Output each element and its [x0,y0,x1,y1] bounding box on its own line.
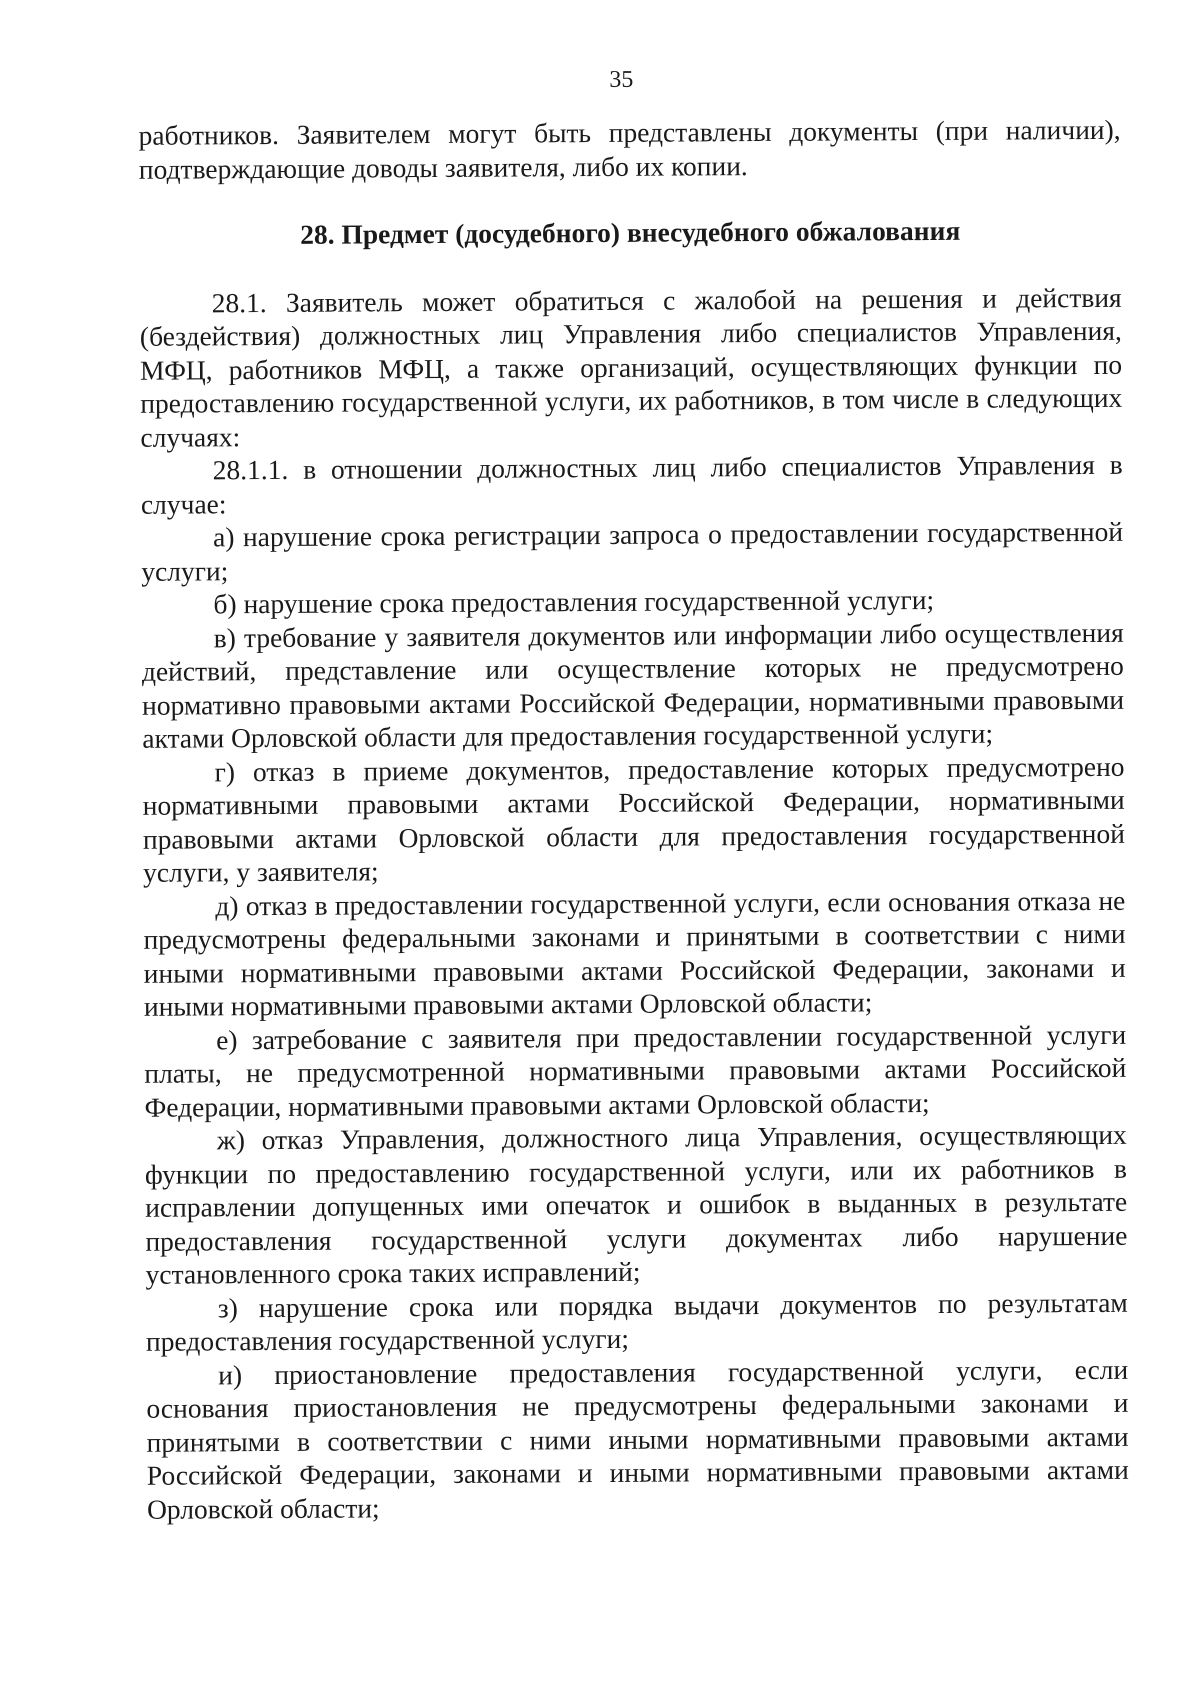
list-item-d: д) отказ в предоставлении государственной услуги, если основания отказа не предусмотрены федеральными законами и принятыми в соответствии с ними иными нормативными правовыми актами Российской Федерации, законами и иными нормативными правовыми актами Орловской области; [143,884,1126,1022]
document-body [139,113,1130,1526]
list-item-i: и) приостановление предоставления государственной услуги, если основания приостановления не предусмотрены федеральными законами и принятыми в соответствии с ними иными нормативными правовыми актами Российской Федерации, законами и иными нормативными правовыми актами Орловской области; [146,1353,1129,1525]
list-item-a: а) нарушение срока регистрации запроса о предоставлении государственной услуги; [141,515,1124,587]
list-item-zh: ж) отказ Управления, должностного лица Управления, осуществляющих функции по предоставлению государственной услуги, или их работников в исправлении допущенных ими опечаток и ошибок в выданных в результате предоставления государственной услуги документах либо нарушение установленного срока таких исправлений; [144,1118,1128,1290]
section-heading: 28. Предмет (досудебного) внесудебного обжалования [300,214,961,250]
list-item-z: з) нарушение срока или порядка выдачи документов по результатам предоставления государственной услуги; [145,1286,1128,1357]
list-item-b: б) нарушение срока предоставления государственной услуги; [213,583,935,620]
page-number: 35 [609,66,634,93]
list-item-e: е) затребование с заявителя при предоставлении государственной услуги платы, не предусмотренной нормативными правовыми актами Российской Федерации, нормативными правовыми актами Орловской области; [144,1018,1127,1123]
paragraph-28-1-1: 28.1.1. в отношении должностных лиц либо специалистов Управления в случае: [140,448,1123,520]
list-item-g: г) отказ в приеме документов, предоставление которых предусмотрено нормативными правовыми актами Российской Федерации, нормативными правовыми актами Орловской области для предоставления государственной услуги, у заявителя; [142,750,1125,888]
intro-paragraph: работников. Заявителем могут быть представлены документы (при наличии), подтверждающие доводы заявителя, либо их копии. [138,113,1121,185]
paragraph-28-1: 28.1. Заявитель может обратиться с жалобой на решения и действия (бездействия) должностных лиц Управления либо специалистов Управления, МФЦ, работников МФЦ, а также организаций, осуществляющих функции по предоставлению государственной услуги, их работников, в том числе в следующих случаях: [139,281,1123,453]
list-item-v: в) требование у заявителя документов или информации либо осуществления действий, представление или осуществление которых не предусмотрено нормативно правовыми актами Российской Федерации, нормативными правовыми актами Орловской области для предоставления государственной услуги; [141,616,1125,754]
